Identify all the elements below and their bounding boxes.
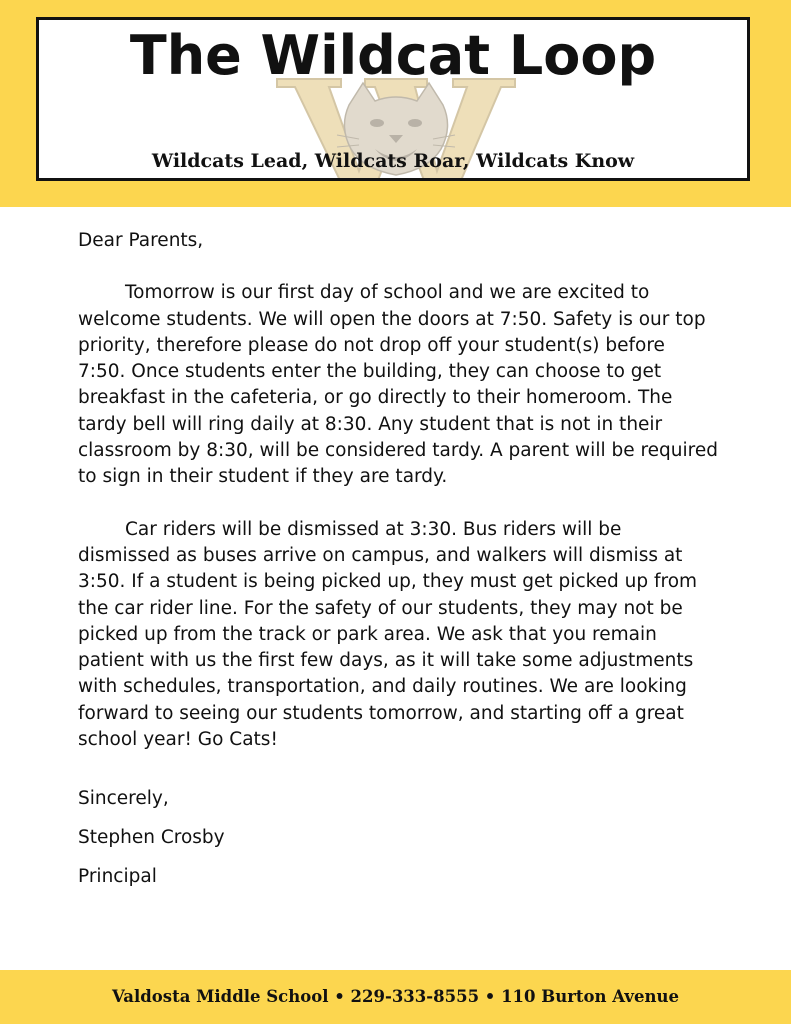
masthead-box bbox=[36, 17, 750, 181]
newsletter-title: The Wildcat Loop bbox=[129, 24, 657, 87]
newsletter-tagline: Wildcats Lead, Wildcats Roar, Wildcats Know bbox=[151, 150, 635, 172]
letter-paragraph-dismissal: Car riders will be dismissed at 3:30. Bus riders will be dismissed as buses arrive on campus, and walkers will dismiss at 3:50. If a student is being picked up, they must get picked up from the car rider line. For the safety of our students, they may not be picked up from the track or park area. We ask that you remain patient with us the first few days, as it will take some adjustments with schedules, transportation, and daily routines. We are looking forward to seeing our students tomorrow, and starting off a great school year! Go Cats! bbox=[78, 518, 698, 751]
footer-contact: Valdosta Middle School • 229-333-8555 • 110 Burton Avenue bbox=[112, 987, 679, 1006]
letter-body bbox=[78, 228, 718, 896]
signature-title: Principal bbox=[78, 866, 157, 888]
letter-closing: Sincerely, bbox=[78, 788, 169, 810]
signature-name: Stephen Crosby bbox=[78, 827, 225, 849]
footer-band bbox=[0, 970, 791, 1024]
letter-greeting: Dear Parents, bbox=[78, 230, 204, 251]
letter-paragraph-opening: Tomorrow is our first day of school and we are excited to welcome students. We will open the doors at 7:50. Safety is our top priority, therefore please do not drop off your student(s) before 7:50. Once students enter the building, they can choose to get breakfast in the cafeteria, or go directly to their homeroom. The tardy bell will ring daily at 8:30. Any student that is not in their classroom by 8:30, will be considered tardy. A parent will be required to sign in their student if they are tardy. bbox=[78, 282, 718, 488]
